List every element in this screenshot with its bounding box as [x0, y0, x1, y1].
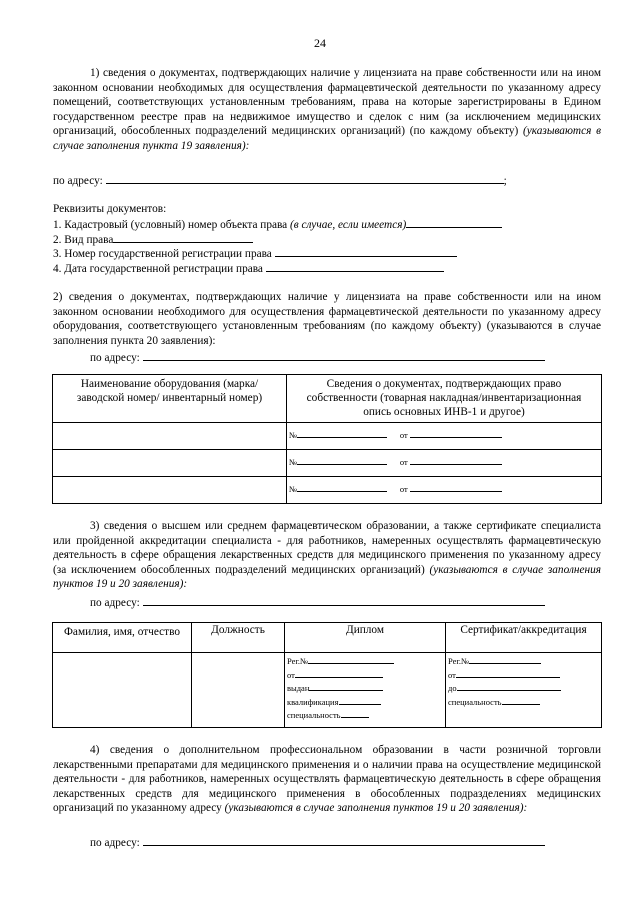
equipment-table-col1: Наименование оборудования (марка/заводской номер/ инвентарный номер): [53, 375, 287, 423]
section2-address-line: [90, 349, 545, 366]
doc-date-field[interactable]: [410, 480, 502, 492]
section4-note: (указываются в случае заполнения пунктов 19 и 20 заявления):: [224, 802, 528, 814]
staff-position-cell[interactable]: [192, 653, 285, 728]
doc-date-label: от: [399, 484, 408, 494]
section3-address-field[interactable]: [143, 594, 545, 606]
requisite-item-1-label: 1. Кадастровый (условный) номер объекта права: [53, 219, 288, 231]
cert-reg-field[interactable]: [469, 654, 541, 664]
equipment-doc-cell[interactable]: [287, 450, 602, 477]
staff-name-cell[interactable]: [53, 653, 192, 728]
requisites-title: Реквизиты документов:: [53, 203, 167, 215]
section3-note: (указываются в случае заполнения пунктов 19 и 20 заявления):: [53, 563, 601, 590]
table-row: [53, 450, 602, 477]
diploma-issued-label: выдан: [287, 683, 310, 693]
cert-reg-label: Рег.№: [448, 656, 470, 666]
staff-table: [52, 622, 602, 728]
doc-number-label: №: [289, 457, 298, 467]
staff-table-col2: Должность: [192, 623, 285, 653]
section1-paragraph: [53, 66, 601, 153]
certificate-cell[interactable]: [446, 653, 602, 728]
section3-text: 3) сведения о высшем или среднем фармацевтическом образовании, а также сертификате специалиста или пройденной аккредитации специалиста - для работников, намеренных осуществлять фармацевтическую деятельность в сфере обращения лекарственных средств для медицинского применения по указанному адресу (за исключением обособленных подразделений медицинских организаций): [53, 520, 601, 576]
equipment-doc-cell[interactable]: [287, 477, 602, 504]
doc-date-field[interactable]: [410, 453, 502, 465]
requisite-item-3-label: 3. Номер государственной регистрации права: [53, 248, 272, 260]
section1-note: (указываются в случае заполнения пункта 19 заявления):: [53, 125, 601, 152]
requisite-item-2-label: 2. Вид права: [53, 234, 114, 246]
registration-date-field[interactable]: [266, 260, 444, 272]
section2-address-field[interactable]: [143, 349, 545, 361]
diploma-issued-field[interactable]: [309, 681, 383, 691]
equipment-name-cell[interactable]: [53, 477, 287, 504]
requisite-item-1-note: (в случае, если имеется): [290, 219, 407, 231]
diploma-from-label: от: [287, 669, 295, 680]
section4-text: 4) сведения о дополнительном профессиональном образовании в части розничной торговли лекарственными препаратами для медицинского применения и о наличии права на осуществление медицинской деятельности - для работников, намеренных осуществлять фармацевтическую деятельность в сфере обращения лекарственных средств для медицинского применения в обособленных подразделениях медицинских организаций по указанному адресу: [53, 744, 601, 814]
section3-address-line: [90, 594, 545, 611]
equipment-table-col2: Сведения о документах, подтверждающих право собственности (товарная накладная/инвентаризационная опись основных ИНВ-1 и другое): [287, 375, 602, 423]
cadastral-number-field[interactable]: [406, 216, 502, 228]
cert-to-label: до: [448, 683, 457, 693]
table-row: [53, 423, 602, 450]
equipment-name-cell[interactable]: [53, 450, 287, 477]
table-row: [53, 653, 602, 728]
equipment-doc-cell[interactable]: [287, 423, 602, 450]
doc-date-field[interactable]: [410, 426, 502, 438]
diploma-from-field[interactable]: [295, 668, 383, 678]
section1-address-line: [53, 172, 507, 189]
page-number: 24: [314, 36, 326, 50]
equipment-name-cell[interactable]: [53, 423, 287, 450]
staff-table-col3: Диплом: [285, 623, 446, 653]
cert-to-field[interactable]: [457, 681, 561, 691]
section4-address-field[interactable]: [143, 834, 545, 846]
doc-number-field[interactable]: [297, 426, 387, 438]
section3-paragraph: [53, 519, 601, 592]
section4-address-line: [90, 834, 545, 851]
registration-number-field[interactable]: [275, 245, 457, 257]
cert-specialty-label: специальность: [448, 696, 502, 707]
section2-address-label: по адресу:: [90, 352, 140, 364]
diploma-qualification-field[interactable]: [339, 695, 381, 705]
doc-number-field[interactable]: [297, 453, 387, 465]
section1-address-end: ;: [503, 175, 507, 187]
diploma-specialty-field[interactable]: [341, 708, 369, 718]
equipment-table: [52, 374, 602, 504]
right-type-field[interactable]: [113, 231, 253, 243]
cert-from-field[interactable]: [456, 668, 560, 678]
diploma-reg-field[interactable]: [308, 654, 394, 664]
section4-paragraph: [53, 743, 601, 816]
staff-table-col4: Сертификат/аккредитация: [446, 623, 602, 653]
section1-text: 1) сведения о документах, подтверждающих наличие у лицензиата на праве собственности или на ином законном основании необходимых для осуществления фармацевтической деятельности по указанному адресу помещений, соответствующих установленным требованиям, права на которые зарегистрированы в Едином государственном реестре прав на недвижимое имущество и сделок с ним (за исключением медицинских организаций, обособленных подразделений медицинских организаций) (по каждому объекту): [53, 67, 601, 137]
staff-table-col1: Фамилия, имя, отчество: [53, 623, 192, 653]
doc-number-label: №: [289, 430, 298, 440]
doc-number-field[interactable]: [297, 480, 387, 492]
requisite-item-4-label: 4. Дата государственной регистрации права: [53, 263, 263, 275]
section3-address-label: по адресу:: [90, 597, 140, 609]
cert-from-label: от: [448, 669, 456, 680]
requisite-item-4: [53, 260, 444, 277]
section1-address-label: по адресу:: [53, 175, 103, 187]
doc-date-label: от: [399, 457, 408, 467]
diploma-cell[interactable]: [285, 653, 446, 728]
section2-paragraph: 2) сведения о документах, подтверждающих наличие у лицензиата на праве собственности или на ином законном основании необходимого для осуществления фармацевтической деятельности по указанному адресу оборудования, соответствующего установленным требованиям (по каждому объекту) (указываются в случае заполнения пункта 20 заявления):: [53, 291, 601, 347]
diploma-qualification-label: квалификация: [287, 696, 339, 707]
table-row: [53, 477, 602, 504]
diploma-reg-label: Рег.№: [287, 656, 309, 666]
section4-address-label: по адресу:: [90, 837, 140, 849]
doc-date-label: от: [399, 430, 408, 440]
doc-number-label: №: [289, 484, 298, 494]
section1-address-field[interactable]: [106, 172, 504, 184]
diploma-specialty-label: специальность: [287, 710, 341, 720]
cert-specialty-field[interactable]: [502, 695, 540, 705]
